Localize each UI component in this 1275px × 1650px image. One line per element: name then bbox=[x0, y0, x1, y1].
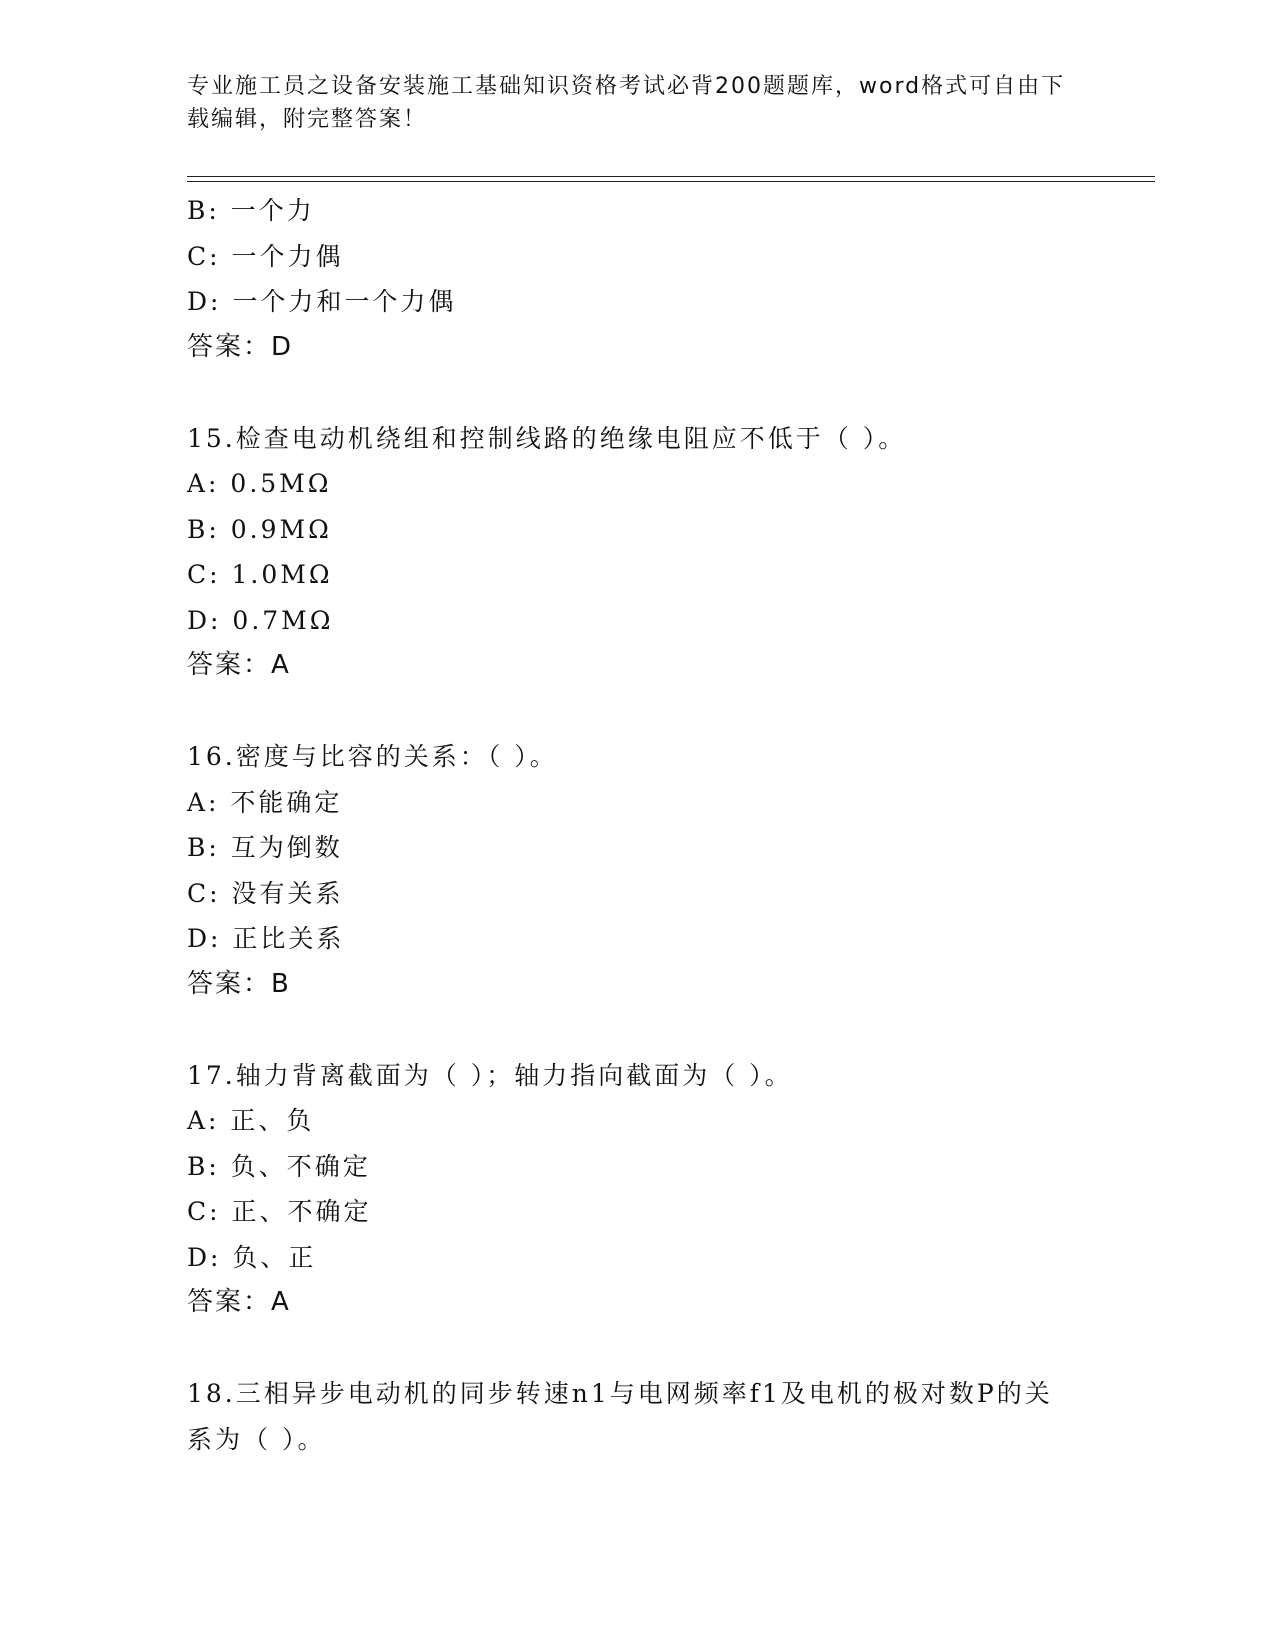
answer-line: 答案：B bbox=[187, 968, 291, 999]
answer-line: 答案：A bbox=[187, 650, 291, 680]
question-18-block bbox=[187, 1371, 1147, 1462]
option-d: D: 正比关系 bbox=[187, 924, 345, 953]
document-header-title: 专业施工员之设备安装施工基础知识资格考试必背200题题库，word格式可自由下载编辑，附完整答案！ bbox=[187, 74, 1066, 132]
question-14-block bbox=[187, 188, 1147, 370]
question-16-block bbox=[187, 734, 1147, 1007]
header-divider-top bbox=[187, 176, 1155, 177]
answer-line: 答案：A bbox=[187, 1287, 291, 1317]
question-text: 18.三相异步电动机的同步转速n1与电网频率f1及电机的极对数P的关系为（ ）。 bbox=[187, 1379, 1053, 1454]
option-a: A: 正、负 bbox=[187, 1106, 315, 1135]
option-d: D: 0.7MΩ bbox=[187, 605, 334, 635]
option-c: C: 1.0MΩ bbox=[187, 560, 333, 589]
option-a: A: 不能确定 bbox=[187, 787, 343, 817]
question-15-block bbox=[187, 416, 1147, 689]
header-divider-bottom bbox=[187, 181, 1155, 182]
option-b: B: 0.9MΩ bbox=[187, 514, 332, 544]
question-text: 15.检查电动机绕组和控制线路的绝缘电阻应不低于（ ）。 bbox=[187, 423, 907, 453]
option-b: B: 一个力 bbox=[187, 196, 315, 225]
question-list bbox=[187, 188, 1147, 1462]
option-d: D: 一个力和一个力偶 bbox=[187, 287, 457, 316]
option-b: B: 负、不确定 bbox=[187, 1151, 371, 1181]
spacer bbox=[187, 1326, 1147, 1372]
option-b: B: 互为倒数 bbox=[187, 833, 343, 862]
option-a: A: 0.5MΩ bbox=[187, 469, 332, 498]
question-text: 16.密度与比容的关系：（ ）。 bbox=[187, 742, 558, 771]
option-d: D: 负、正 bbox=[187, 1242, 317, 1272]
spacer bbox=[187, 689, 1147, 735]
question-text: 17.轴力背离截面为（ ）；轴力指向截面为（ ）。 bbox=[187, 1060, 793, 1090]
option-c: C: 一个力偶 bbox=[187, 241, 344, 271]
spacer bbox=[187, 1007, 1147, 1053]
question-17-block bbox=[187, 1053, 1147, 1326]
spacer bbox=[187, 370, 1147, 416]
answer-line: 答案：D bbox=[187, 331, 294, 362]
option-c: C: 没有关系 bbox=[187, 878, 344, 908]
option-c: C: 正、不确定 bbox=[187, 1197, 372, 1226]
